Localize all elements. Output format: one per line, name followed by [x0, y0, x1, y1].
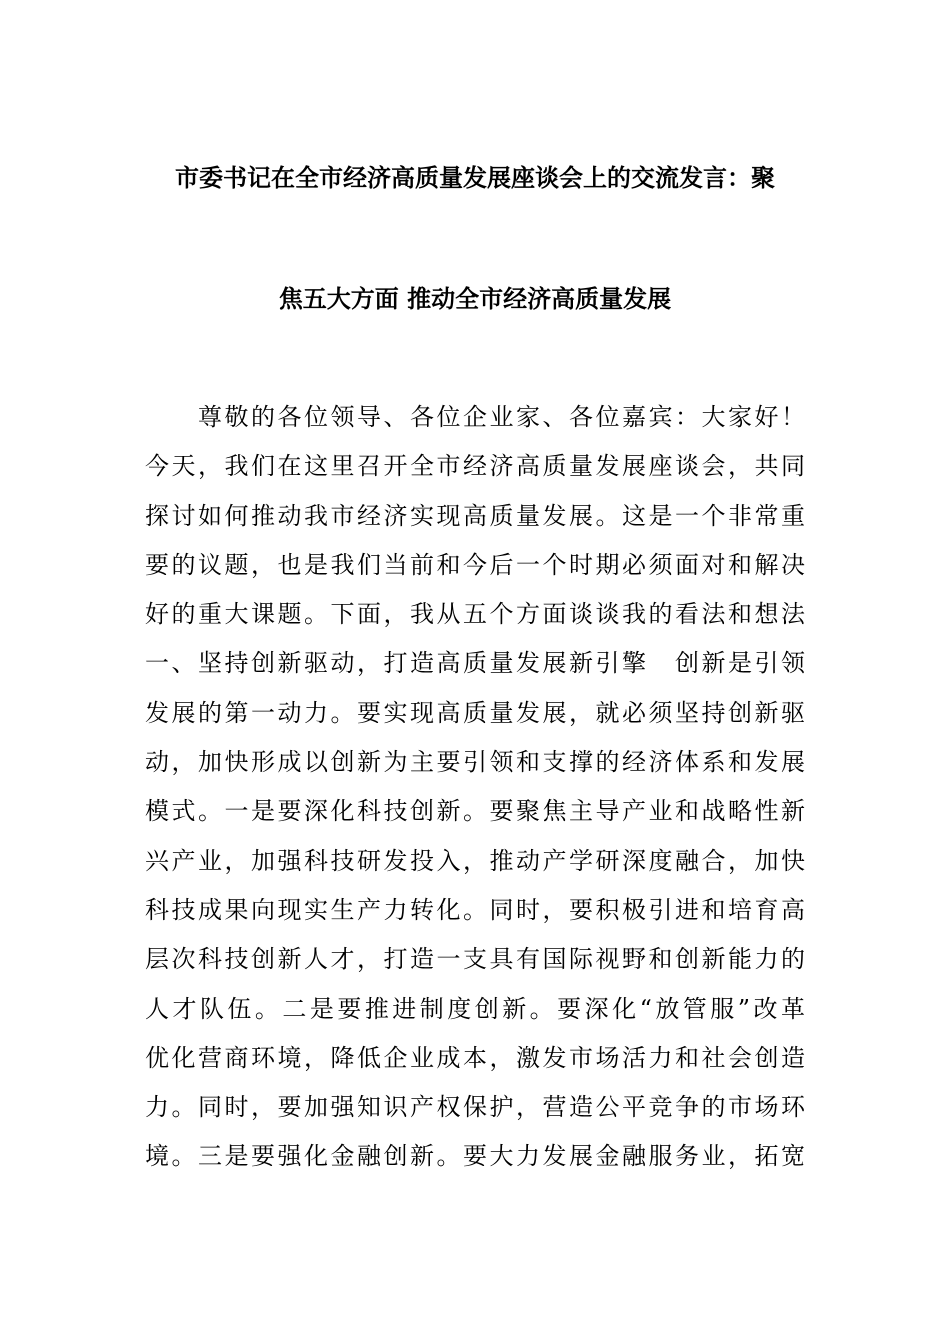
document-body [145, 393, 805, 1182]
body-line: 人才队伍。二是要推进制度创新。要深化“放管服”改革 [145, 994, 805, 1023]
document-title-line-1: 市委书记在全市经济高质量发展座谈会上的交流发言：聚 [175, 164, 775, 192]
body-line: 力。同时，要加强知识产权保护，营造公平竞争的市场环 [145, 1093, 805, 1122]
body-line: 发展的第一动力。要实现高质量发展，就必须坚持创新驱 [145, 698, 805, 727]
body-line: 一、坚持创新驱动，打造高质量发展新引擎 创新是引领 [145, 649, 805, 678]
body-line: 境。三是要强化金融创新。要大力发展金融服务业，拓宽 [145, 1142, 805, 1171]
body-line: 动，加快形成以创新为主要引领和支撑的经济体系和发展 [145, 748, 805, 777]
body-line: 要的议题，也是我们当前和今后一个时期必须面对和解决 [145, 550, 805, 579]
document-title-line-2: 焦五大方面 推动全市经济高质量发展 [278, 285, 672, 313]
body-line: 好的重大课题。下面，我从五个方面谈谈我的看法和想法 [145, 600, 805, 629]
body-line: 科技成果向现实生产力转化。同时，要积极引进和培育高 [145, 895, 805, 924]
body-line: 兴产业，加强科技研发投入，推动产学研深度融合，加快 [145, 846, 805, 875]
body-line: 尊敬的各位领导、各位企业家、各位嘉宾：大家好！ [145, 403, 805, 431]
body-line: 今天，我们在这里召开全市经济高质量发展座谈会，共同 [145, 452, 805, 481]
body-line: 优化营商环境，降低企业成本，激发市场活力和社会创造 [145, 1043, 805, 1072]
body-line: 探讨如何推动我市经济实现高质量发展。这是一个非常重 [145, 501, 805, 530]
body-line: 层次科技创新人才，打造一支具有国际视野和创新能力的 [145, 945, 805, 974]
body-line: 模式。一是要深化科技创新。要聚焦主导产业和战略性新 [145, 797, 805, 826]
